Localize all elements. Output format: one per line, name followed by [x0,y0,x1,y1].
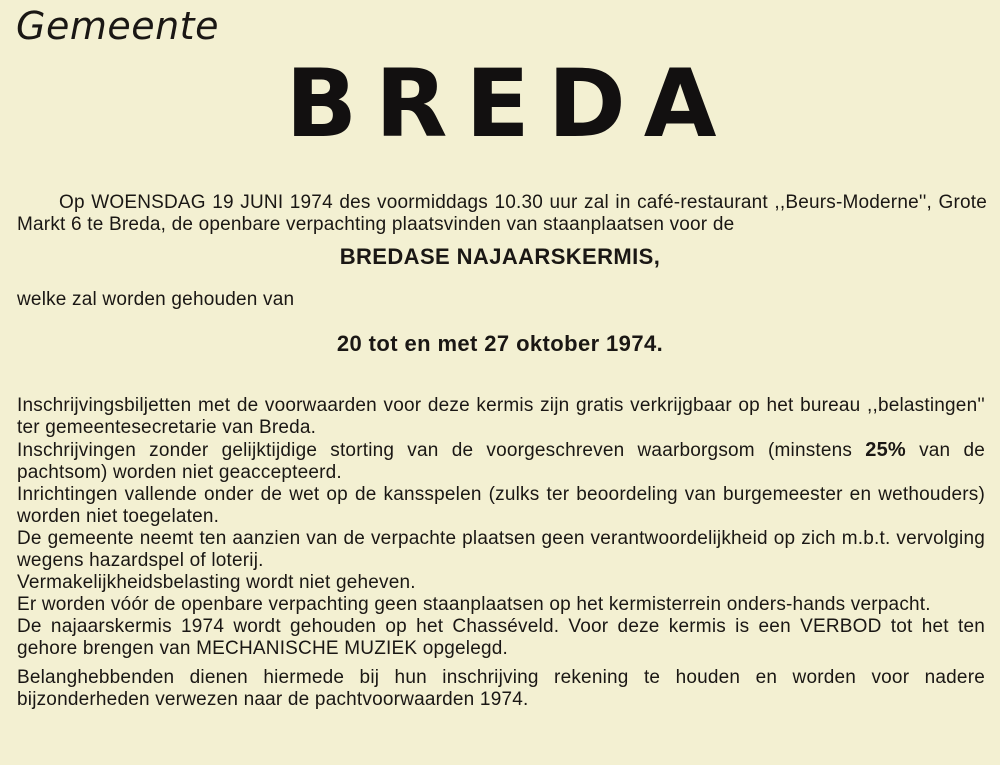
welke-line: welke zal worden gehouden van [17,289,295,310]
header-gemeente: Gemeente [16,4,219,48]
intro-paragraph: Op WOENSDAG 19 JUNI 1974 des voormiddags 10.30 uur zal in café-restaurant ,,Beurs-Moderne'', Grote Markt 6 te Breda, de openbare verpachting plaatsvinden van staanplaatsen voor de [17,192,987,235]
paragraph-entertainment-tax: Vermakelijkheidsbelasting wordt niet geheven. [17,572,416,593]
paragraph-registration-forms: Inschrijvingsbiljetten met de voorwaarden voor deze kermis zijn gratis verkrijgbaar op het bureau ,,belastingen'' ter gemeentesecretarie van Breda. [17,395,985,438]
date-line: 20 tot en met 27 oktober 1974. [336,331,664,356]
deposit-percentage: 25% [865,439,906,461]
paragraph-location-music-ban: De najaarskermis 1974 wordt gehouden op het Chasséveld. Voor deze kermis is een VERBOD tot het ten gehore brengen van MECHANISCHE MUZIEK opgelegd. [17,616,985,659]
paragraph-private-lease: Er worden vóór de openbare verpachting geen staanplaatsen op het kermisterrein onders-hands verpacht. [17,594,931,615]
kermis-title: BREDASE NAJAARSKERMIS, [339,244,661,269]
deposit-text-after: van de pachtsom) worden niet geaccepteerd. [17,440,985,483]
header-city-title: BREDA [285,50,735,159]
paragraph-closing: Belanghebbenden dienen hiermede bij hun inschrijving rekening te houden en worden voor nadere bijzonderheden verwezen naar de pachtvoorwaarden 1974. [17,667,985,710]
paragraph-liability: De gemeente neemt ten aanzien van de verpachte plaatsen geen verantwoordelijkheid op zich m.b.t. vervolging wegens hazardspel of loterij. [17,528,985,571]
conditions-block [17,395,985,711]
paragraph-gambling-law: Inrichtingen vallende onder de wet op de kansspelen (zulks ter beoordeling van burgemeester en wethouders) worden niet toegelaten. [17,484,985,527]
paragraph-deposit [17,439,985,484]
deposit-text-before: Inschrijvingen zonder gelijktijdige storting van de voorgeschreven waarborgsom (minstens [17,440,866,461]
